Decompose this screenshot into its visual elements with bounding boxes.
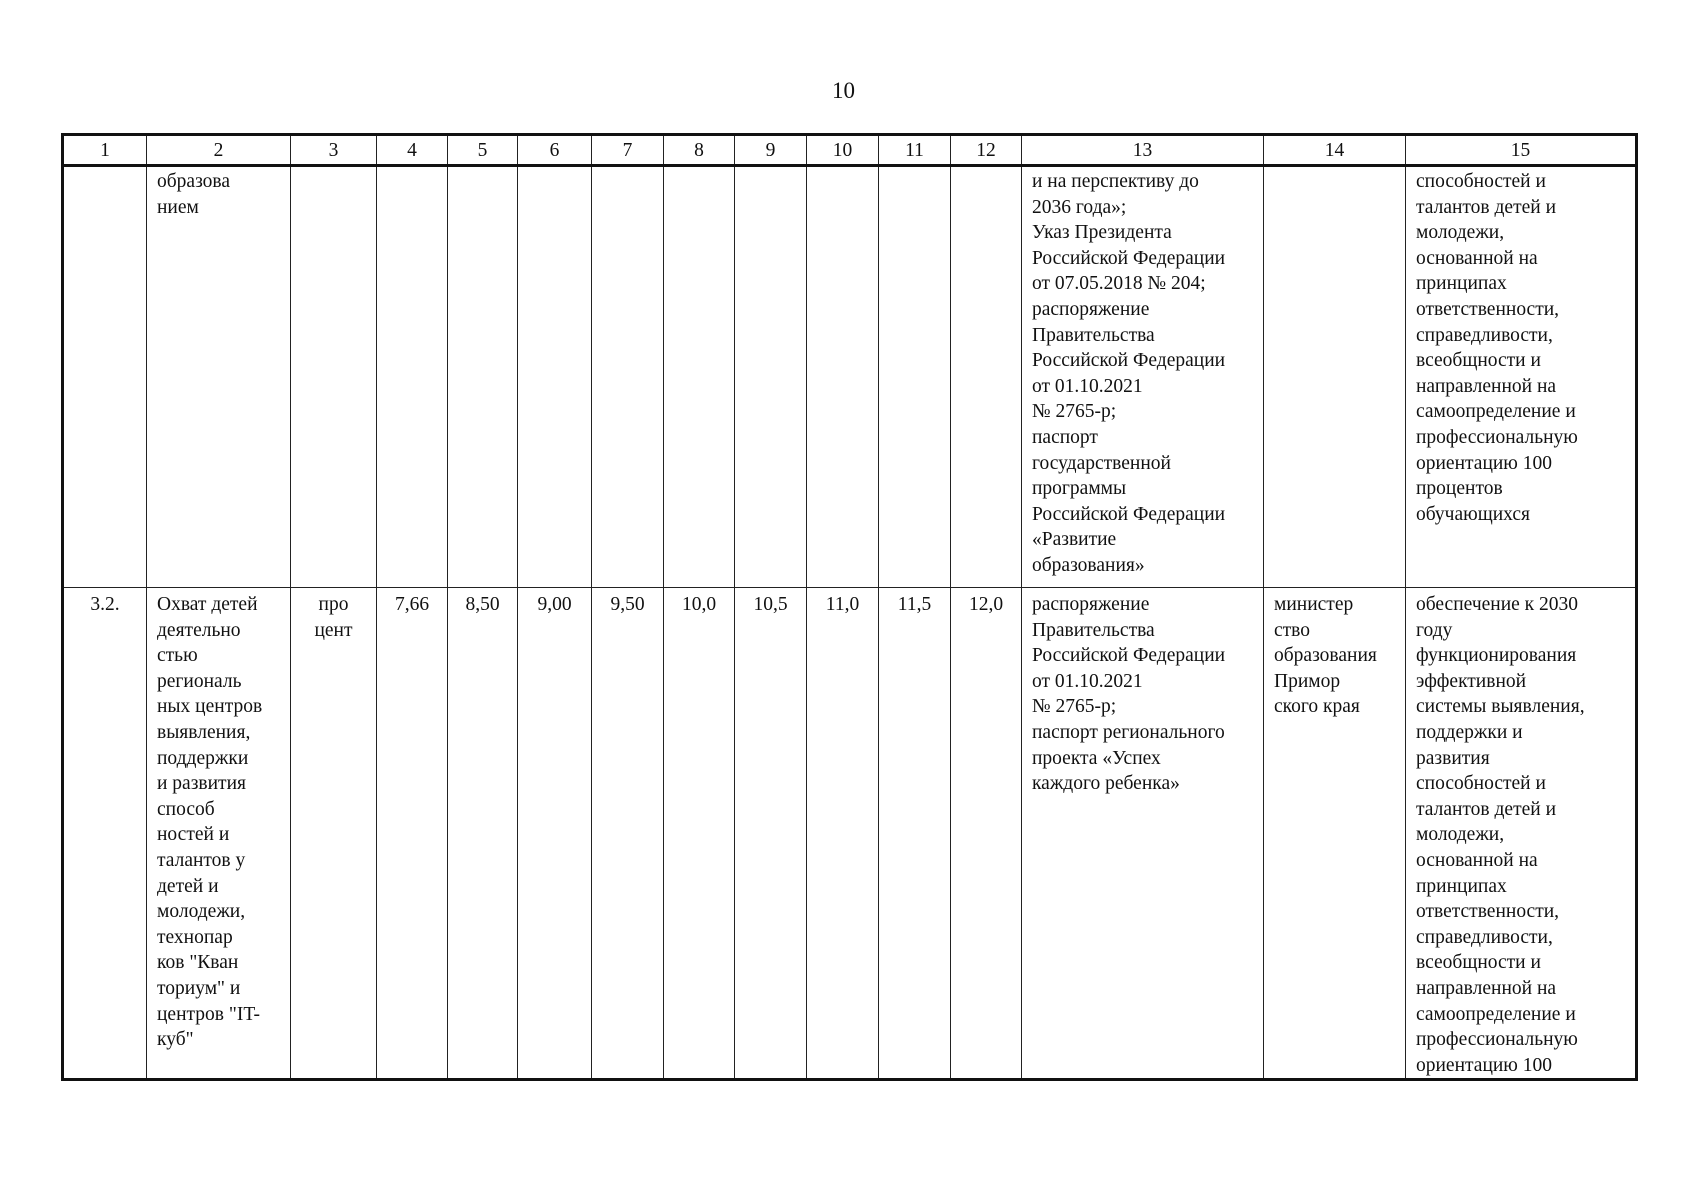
cell-responsible	[1264, 166, 1406, 588]
cell-value-col12: 12,0	[951, 588, 1022, 1080]
cell-value-col12	[951, 166, 1022, 588]
cell-value-col6: 9,00	[518, 588, 592, 1080]
column-header-10: 10	[807, 135, 879, 166]
column-header-14: 14	[1264, 135, 1406, 166]
cell-value-col11: 11,5	[879, 588, 951, 1080]
column-header-4: 4	[377, 135, 448, 166]
cell-responsible: министер ство образования Примор ского края	[1264, 588, 1406, 1080]
cell-value-col7: 9,50	[592, 588, 664, 1080]
column-header-8: 8	[664, 135, 735, 166]
cell-indicator-name: образова нием	[147, 166, 291, 588]
cell-value-col8: 10,0	[664, 588, 735, 1080]
cell-value-col10: 11,0	[807, 588, 879, 1080]
cell-number: 3.2.	[63, 588, 147, 1080]
cell-value-col7	[592, 166, 664, 588]
cell-value-col10	[807, 166, 879, 588]
cell-indicator-name: Охват детей деятельно стью региональ ных центров выявления, поддержки и развития способ ностей и талантов у детей и молодежи, технопар ков "Кван ториум" и центров "IT- куб"	[147, 588, 291, 1080]
cell-value-col9	[735, 166, 807, 588]
cell-value-col9: 10,5	[735, 588, 807, 1080]
column-header-13: 13	[1022, 135, 1264, 166]
column-header-5: 5	[448, 135, 518, 166]
cell-basis-documents	[1022, 166, 1264, 588]
table-row-3-2	[63, 588, 1637, 1080]
column-number-header-row	[63, 135, 1637, 166]
cell-value-col4: 7,66	[377, 588, 448, 1080]
column-header-3: 3	[291, 135, 377, 166]
column-header-2: 2	[147, 135, 291, 166]
cell-value-col11	[879, 166, 951, 588]
cell-expected-result: обеспечение к 2030 году функционирования эффективной системы выявления, поддержки и развития способностей и талантов детей и молодежи, основанной на принципах ответственности, справедливости, всеобщности и направленной на самоопределение и профессиональную ориентацию 100	[1406, 588, 1637, 1080]
column-header-1: 1	[63, 135, 147, 166]
column-header-12: 12	[951, 135, 1022, 166]
table-row-continuation	[63, 166, 1637, 588]
indicators-table	[61, 133, 1638, 1081]
cell-number	[63, 166, 147, 588]
column-header-11: 11	[879, 135, 951, 166]
cell-value-col4	[377, 166, 448, 588]
column-header-9: 9	[735, 135, 807, 166]
cell-value-col5: 8,50	[448, 588, 518, 1080]
cell-basis-documents: распоряжение Правительства Российской Федерации от 01.10.2021 № 2765-р; паспорт регионального проекта «Успех каждого ребенка»	[1022, 588, 1264, 1080]
column-header-6: 6	[518, 135, 592, 166]
cell-value-col6	[518, 166, 592, 588]
basis-rest: 2036 года»; Указ Президента Российской Федерации от 07.05.2018 № 204; распоряжение Правительства Российской Федерации от 01.10.2021 № 2765-р; паспорт государственной программы Российской Федерации «Развитие образования»	[1032, 196, 1226, 576]
cell-value-col8	[664, 166, 735, 588]
cell-unit: про цент	[291, 588, 377, 1080]
cell-unit	[291, 166, 377, 588]
column-header-15: 15	[1406, 135, 1637, 166]
cell-value-col5	[448, 166, 518, 588]
column-header-7: 7	[592, 135, 664, 166]
basis-first-line: и на перспективу до	[1032, 171, 1199, 192]
cell-expected-result: способностей и талантов детей и молодежи, основанной на принципах ответственности, справедливости, всеобщности и направленной на самоопределение и профессиональную ориентацию 100 процентов обучающихся	[1406, 166, 1637, 588]
page-number: 10	[832, 78, 855, 103]
